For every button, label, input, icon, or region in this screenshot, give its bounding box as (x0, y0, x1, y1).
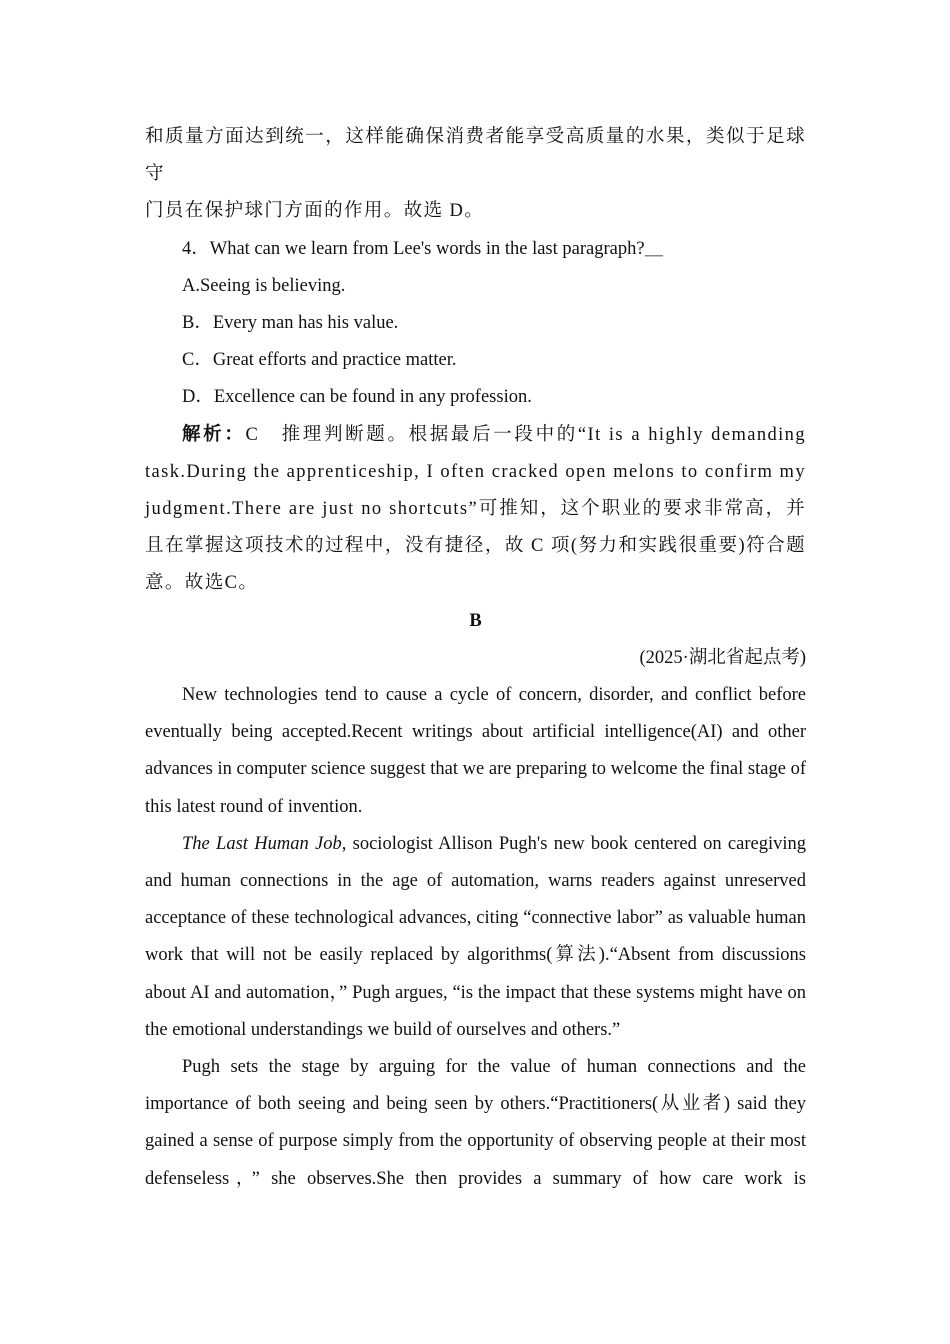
previous-answer-line-1: 和质量方面达到统一，这样能确保消费者能享受高质量的水果，类似于足球守 (145, 127, 806, 185)
question-4-option-d: D．Excellence can be found in any profession. (182, 387, 532, 408)
book-title: The Last Human Job (182, 833, 342, 854)
question-4-option-c: C．Great efforts and practice matter. (182, 350, 457, 371)
passage-paragraph-3: Pugh sets the stage by arguing for the value of human connections and the importance of both seeing and being seen by others.“Practitioners(从业者) said they gained a sense of purpose simply from the opportunity of observing people at their most defenseless，” she observes.She then provides a summary of how care work is (145, 1057, 806, 1189)
analysis-label: 解析： (182, 424, 246, 445)
question-4-stem: 4．What can we learn from Lee's words in the last paragraph?＿ (182, 238, 664, 259)
section-letter: B (469, 610, 482, 631)
paragraph-2-text: , sociologist Allison Pugh's new book centered on caregiving and human connections in the age of automation, warns readers against unreserved acceptance of these technological advances, citing “connective labor” as valuable human work that will not be easily replaced by algorithms(算法).“Absent from discussions about AI and automation，” Pugh argues, “is the impact that these systems might have on the emotional understandings we build of ourselves and others.” (145, 833, 806, 1040)
document-page (145, 119, 806, 1198)
passage-paragraph-2 (145, 826, 806, 1049)
question-4-analysis (145, 417, 806, 603)
section-source: (2025·湖北省起点考) (639, 647, 806, 668)
question-4-option-b: B．Every man has his value. (182, 313, 399, 334)
passage-paragraph-1: New technologies tend to cause a cycle of concern, disorder, and conflict before eventually being accepted.Recent writings about artificial intelligence(AI) and other advances in computer science suggest that we are preparing to welcome the final stage of this latest round of invention. (145, 685, 806, 817)
previous-answer-line-2: 门员在保护球门方面的作用。故选 D。 (145, 201, 485, 222)
question-4-option-a: A.Seeing is believing. (182, 275, 346, 296)
analysis-text: C 推理判断题。根据最后一段中的“It is a highly demanding task.During the apprenticeship, I often cracked open melons to confirm my judgment.There are just no shortcuts”可推知，这个职业的要求非常高，并且在掌握这项技术的过程中，没有捷径，故 C 项(努力和实践很重要)符合题意。故选C。 (145, 424, 806, 594)
